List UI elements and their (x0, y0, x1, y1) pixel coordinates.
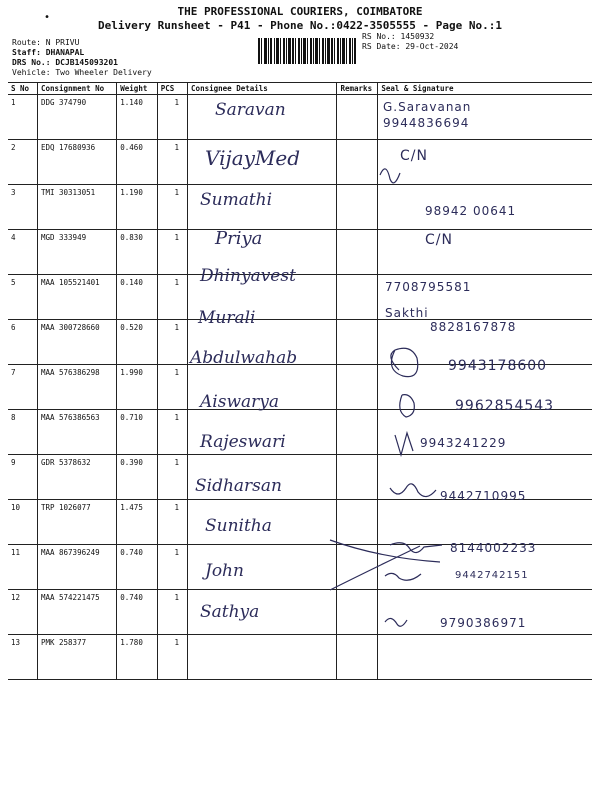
cell-weight: 0.140 (117, 275, 158, 320)
consignee-signature: Sathya (200, 602, 260, 622)
cell-consignment: GDR 5378632 (37, 455, 116, 500)
seal-phone: 9790386971 (440, 616, 527, 630)
cell-weight: 1.475 (117, 500, 158, 545)
cell-weight: 0.740 (117, 590, 158, 635)
seal-phone: 9442710995 (440, 489, 527, 503)
cell-weight: 0.390 (117, 455, 158, 500)
consignee-signature: Murali (198, 308, 256, 328)
company-title: THE PROFESSIONAL COURIERS, COIMBATORE (177, 5, 423, 18)
cell-sno: 1 (8, 95, 37, 140)
cell-consignment: TMI 30313051 (37, 185, 116, 230)
col-sno: S No (8, 83, 37, 95)
cell-sno: 11 (8, 545, 37, 590)
seal-note: Sakthi (385, 306, 429, 320)
cell-sno: 10 (8, 500, 37, 545)
cell-sno: 5 (8, 275, 37, 320)
consignee-signature: Dhinyavest (200, 266, 296, 286)
cell-consignment: DDG 374790 (37, 95, 116, 140)
cell-weight: 1.990 (117, 365, 158, 410)
seal-phone: 8828167878 (430, 320, 517, 334)
cell-sno: 12 (8, 590, 37, 635)
consignee-signature: Sidharsan (195, 476, 282, 496)
cell-sno: 4 (8, 230, 37, 275)
cell-pcs: 1 (157, 275, 187, 320)
cell-weight: 0.830 (117, 230, 158, 275)
cell-weight: 1.780 (117, 635, 158, 680)
consignee-signature: Sumathi (200, 190, 273, 210)
cell-pcs: 1 (157, 140, 187, 185)
cell-pcs: 1 (157, 590, 187, 635)
consignee-signature: Abdulwahab (190, 348, 298, 368)
cell-sno: 2 (8, 140, 37, 185)
seal-note: C/N (425, 232, 453, 248)
cell-consignment: MAA 105521401 (37, 275, 116, 320)
drs-label: DRS No.: DCJB145093201 (12, 58, 118, 67)
cell-weight: 0.520 (117, 320, 158, 365)
seal-phone: 9442742151 (455, 570, 529, 581)
cell-sno: 9 (8, 455, 37, 500)
rs-date: RS Date: 29-Oct-2024 (362, 42, 459, 51)
cell-consignment: MAA 576386298 (37, 365, 116, 410)
cell-pcs: 1 (157, 365, 187, 410)
seal-phone: 9944836694 (383, 116, 470, 130)
cell-weight: 0.740 (117, 545, 158, 590)
cell-pcs: 1 (157, 230, 187, 275)
staff-label: Staff: DHANAPAL (12, 48, 85, 57)
col-consignee: Consignee Details (188, 83, 337, 95)
bullet-mark: • (44, 12, 51, 23)
cell-pcs: 1 (157, 320, 187, 365)
cell-pcs: 1 (157, 635, 187, 680)
col-seal: Seal & Signature (378, 83, 592, 95)
cell-pcs: 1 (157, 500, 187, 545)
cell-weight: 1.190 (117, 185, 158, 230)
runsheet-subtitle: Delivery Runsheet - P41 - Phone No.:0422-3505555 - Page No.:1 (98, 19, 502, 32)
consignee-signature: John (205, 561, 244, 581)
cell-consignment: MAA 300728660 (37, 320, 116, 365)
seal-phone: 8144002233 (450, 541, 537, 555)
consignee-signature: Rajeswari (200, 432, 286, 452)
cell-sno: 6 (8, 320, 37, 365)
col-consignment: Consignment No (37, 83, 116, 95)
cell-weight: 0.460 (117, 140, 158, 185)
cell-sno: 13 (8, 635, 37, 680)
col-pcs: PCS (157, 83, 187, 95)
cell-pcs: 1 (157, 545, 187, 590)
seal-phone: 7708795581 (385, 280, 472, 294)
consignee-signature: Saravan (215, 100, 286, 120)
cell-consignment: MAA 574221475 (37, 590, 116, 635)
seal-phone: 9943241229 (420, 436, 507, 450)
cell-sno: 3 (8, 185, 37, 230)
cell-consignment: MGD 333949 (37, 230, 116, 275)
vehicle-label: Vehicle: Two Wheeler Delivery (12, 68, 152, 77)
consignee-signature: Aiswarya (200, 392, 279, 412)
seal-note: C/N (400, 148, 428, 164)
cell-weight: 1.140 (117, 95, 158, 140)
cell-pcs: 1 (157, 455, 187, 500)
consignee-signature: VijayMed (205, 146, 301, 170)
seal-phone: 98942 00641 (425, 204, 517, 218)
cell-consignment: PMK 258377 (37, 635, 116, 680)
cell-consignment: MAA 867396249 (37, 545, 116, 590)
consignee-signature: Sunitha (205, 516, 272, 536)
cell-sno: 8 (8, 410, 37, 455)
cell-consignment: MAA 576386563 (37, 410, 116, 455)
consignee-signature: Priya (215, 228, 263, 249)
cell-consignment: TRP 1026077 (37, 500, 116, 545)
cell-pcs: 1 (157, 185, 187, 230)
route-label: Route: N PRIVU (12, 38, 80, 47)
seal-note: G.Saravanan (383, 100, 472, 114)
seal-phone: 9962854543 (455, 398, 555, 414)
cell-pcs: 1 (157, 95, 187, 140)
cell-consignment: EDQ 17680936 (37, 140, 116, 185)
col-remarks: Remarks (337, 83, 378, 95)
seal-phone: 9943178600 (448, 358, 548, 374)
rs-number: RS No.: 1450932 (362, 32, 435, 41)
cell-pcs: 1 (157, 410, 187, 455)
cell-sno: 7 (8, 365, 37, 410)
cell-weight: 0.710 (117, 410, 158, 455)
col-weight: Weight (117, 83, 158, 95)
